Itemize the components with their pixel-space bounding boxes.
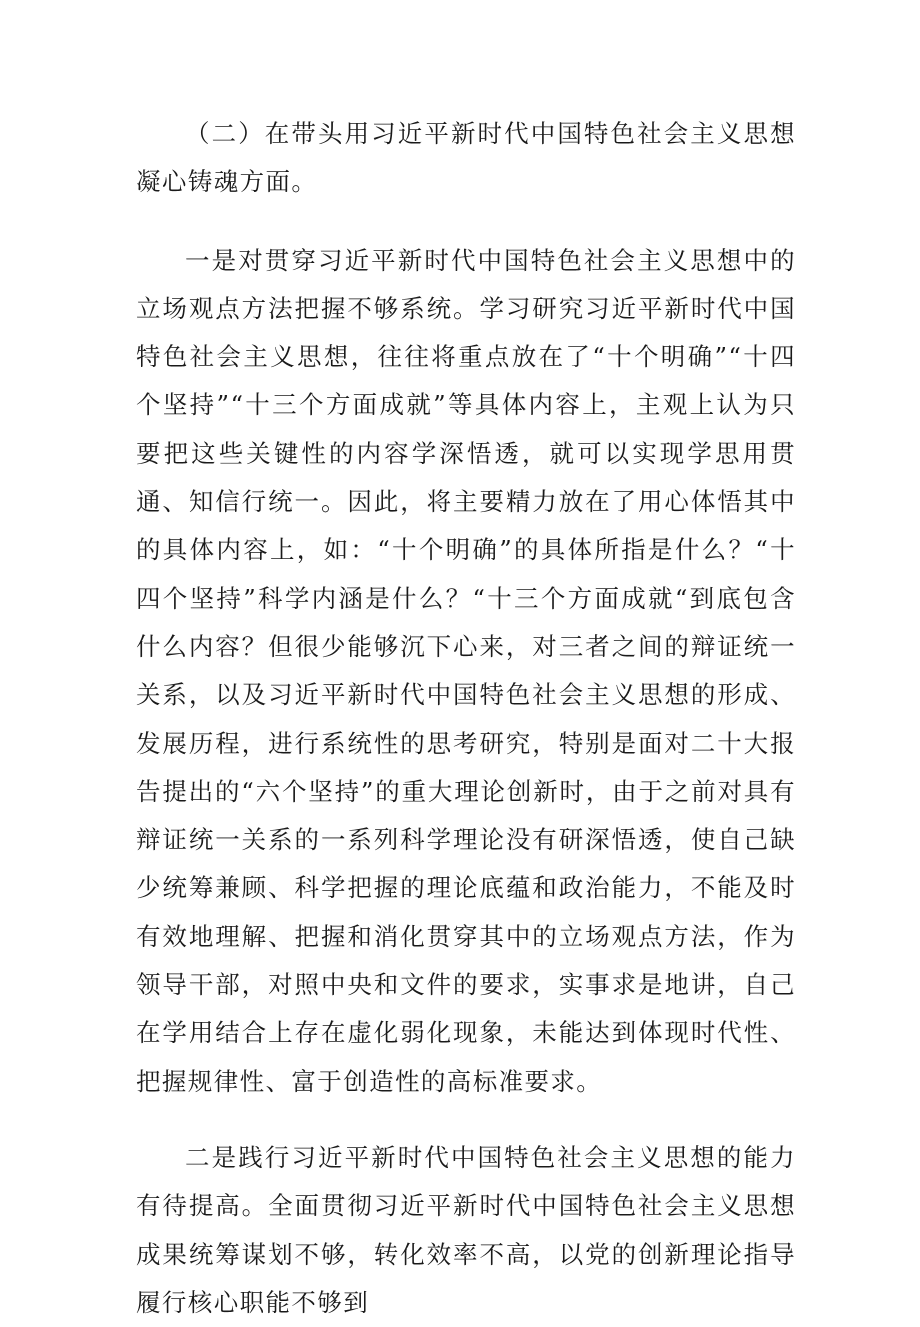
body-paragraph-2: 二是践行习近平新时代中国特色社会主义思想的能力有待提高。全面贯彻习近平新时代中国特色社会主义思想成果统筹谋划不够，转化效率不高，以党的创新理论指导履行核心职能不够到 bbox=[136, 1142, 796, 1317]
section-heading-paragraph: （二）在带头用习近平新时代中国特色社会主义思想凝心铸魂方面。 bbox=[136, 119, 796, 197]
body-paragraph-1: 一是对贯穿习近平新时代中国特色社会主义思想中的立场观点方法把握不够系统。学习研究习近平新时代中国特色社会主义思想，往往将重点放在了“十个明确”“十四个坚持”“十三个方面成就”等具体内容上，主观上认为只要把这些关键性的内容学深悟透，就可以实现学思用贯通、知信行统一。因此，将主要精力放在了用心体悟其中的具体内容上，如：“十个明确”的具体所指是什么？“十四个坚持”科学内涵是什么？“十三个方面成就“到底包含什么内容？但很少能够沉下心来，对三者之间的辩证统一关系，以及习近平新时代中国特色社会主义思想的形成、发展历程，进行系统性的思考研究，特别是面对二十大报告提出的“六个坚持”的重大理论创新时，由于之前对具有辩证统一关系的一系列科学理论没有研深悟透，使自己缺少统筹兼顾、科学把握的理论底蕴和政治能力，不能及时有效地理解、把握和消化贯穿其中的立场观点方法，作为领导干部，对照中央和文件的要求，实事求是地讲，自己在学用结合上存在虚化弱化现象，未能达到体现时代性、把握规律性、富于创造性的高标准要求。 bbox=[136, 245, 796, 1096]
document-body bbox=[136, 110, 796, 1327]
